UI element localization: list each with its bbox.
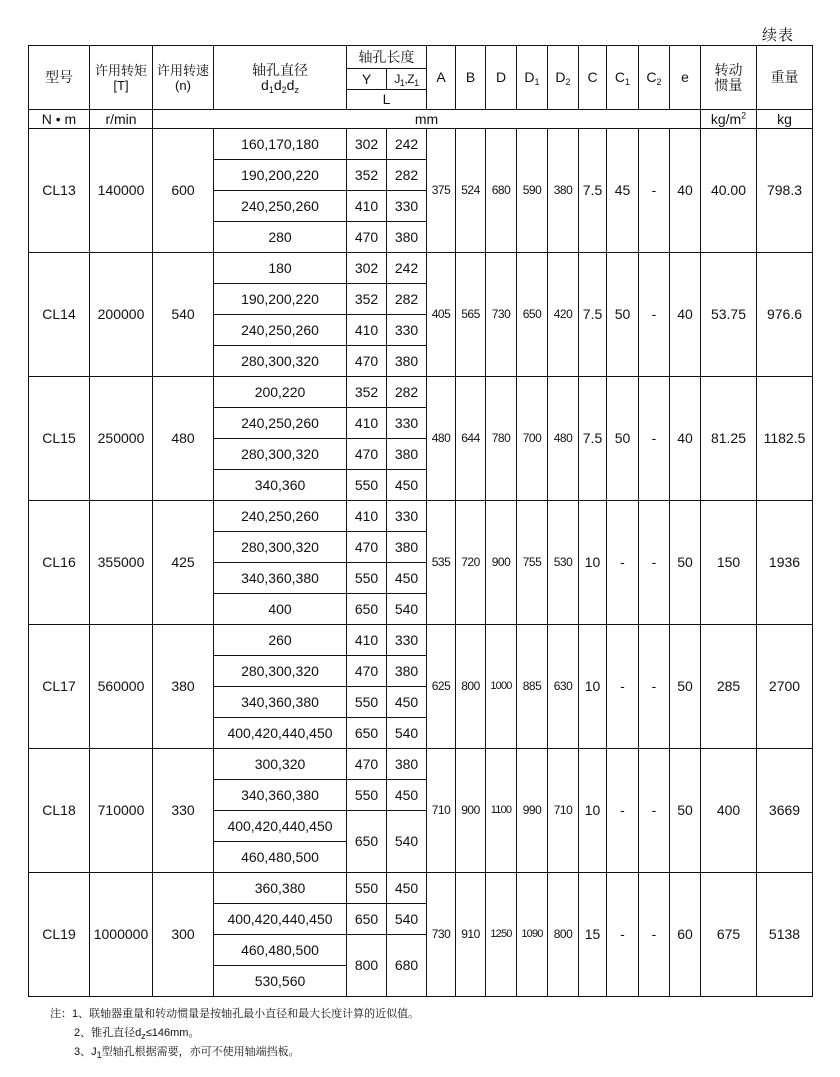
- b-cell: 910: [456, 873, 486, 997]
- bore-cell: 530,560: [214, 966, 347, 997]
- d2-cell: 420: [548, 253, 579, 377]
- j-cell: 242: [387, 129, 427, 160]
- bore-cell: 460,480,500: [214, 935, 347, 966]
- d1-cell: 590: [517, 129, 548, 253]
- inertia-cell: 40.00: [701, 129, 757, 253]
- bore-cell: 340,360: [214, 470, 347, 501]
- inertia-cell: 53.75: [701, 253, 757, 377]
- speed-cell: 380: [153, 625, 214, 749]
- d2-cell: 800: [548, 873, 579, 997]
- y-cell: 800: [347, 935, 387, 997]
- d2-cell: 710: [548, 749, 579, 873]
- bore-cell: 240,250,260: [214, 315, 347, 346]
- a-cell: 710: [427, 749, 456, 873]
- j-cell: 450: [387, 687, 427, 718]
- note-1: 注：1、联轴器重量和转动惯量是按轴孔最小直径和最大长度计算的近似值。: [50, 1008, 420, 1020]
- inertia-cell: 81.25: [701, 377, 757, 501]
- bore-cell: 260: [214, 625, 347, 656]
- header-C1: $C_1$: [607, 46, 639, 110]
- j-cell: 380: [387, 656, 427, 687]
- d-cell: 780: [486, 377, 517, 501]
- y-cell: 650: [347, 718, 387, 749]
- c1-cell: -: [607, 501, 639, 625]
- table-row: [29, 377, 813, 408]
- d1-cell: 1090: [517, 873, 548, 997]
- j-cell: 330: [387, 191, 427, 222]
- c-cell: 10: [579, 749, 607, 873]
- bore-cell: 240,250,260: [214, 408, 347, 439]
- j-cell: 380: [387, 222, 427, 253]
- c2-cell: -: [639, 377, 670, 501]
- j-cell: 330: [387, 408, 427, 439]
- c1-cell: 50: [607, 253, 639, 377]
- b-cell: 800: [456, 625, 486, 749]
- bore-cell: 190,200,220: [214, 284, 347, 315]
- y-cell: 410: [347, 191, 387, 222]
- y-cell: 650: [347, 811, 387, 873]
- c-cell: 10: [579, 501, 607, 625]
- speed-cell: 330: [153, 749, 214, 873]
- y-cell: 470: [347, 439, 387, 470]
- j-cell: 380: [387, 439, 427, 470]
- header-C: C: [579, 46, 607, 110]
- y-cell: 550: [347, 780, 387, 811]
- inertia-cell: 285: [701, 625, 757, 749]
- model-cell: CL19: [29, 873, 90, 997]
- y-cell: 550: [347, 873, 387, 904]
- model-cell: CL14: [29, 253, 90, 377]
- a-cell: 375: [427, 129, 456, 253]
- bore-cell: 280: [214, 222, 347, 253]
- table-row: [29, 873, 813, 904]
- header-e: e: [670, 46, 701, 110]
- j-cell: 380: [387, 749, 427, 780]
- b-cell: 900: [456, 749, 486, 873]
- c2-cell: -: [639, 625, 670, 749]
- bore-cell: 400: [214, 594, 347, 625]
- c1-cell: -: [607, 873, 639, 997]
- c1-cell: 45: [607, 129, 639, 253]
- header-A: A: [427, 46, 456, 110]
- bore-cell: 180: [214, 253, 347, 284]
- bore-cell: 280,300,320: [214, 656, 347, 687]
- e-cell: 40: [670, 253, 701, 377]
- speed-cell: 425: [153, 501, 214, 625]
- model-cell: CL16: [29, 501, 90, 625]
- d-cell: 730: [486, 253, 517, 377]
- header-D1: $D_1$: [517, 46, 548, 110]
- bore-cell: 200,220: [214, 377, 347, 408]
- c1-cell: -: [607, 749, 639, 873]
- j-cell: 242: [387, 253, 427, 284]
- speed-cell: 540: [153, 253, 214, 377]
- j-cell: 282: [387, 284, 427, 315]
- d-cell: 900: [486, 501, 517, 625]
- bore-cell: 400,420,440,450: [214, 904, 347, 935]
- bore-cell: 280,300,320: [214, 439, 347, 470]
- header-bore-length: 轴孔长度: [347, 46, 427, 69]
- d1-cell: 650: [517, 253, 548, 377]
- y-cell: 550: [347, 563, 387, 594]
- inertia-cell: 150: [701, 501, 757, 625]
- e-cell: 60: [670, 873, 701, 997]
- model-cell: CL18: [29, 749, 90, 873]
- y-cell: 470: [347, 656, 387, 687]
- d-cell: 1000: [486, 625, 517, 749]
- c-cell: 7.5: [579, 377, 607, 501]
- e-cell: 50: [670, 625, 701, 749]
- torque-cell: 200000: [90, 253, 153, 377]
- bore-cell: 280,300,320: [214, 346, 347, 377]
- header-weight: 重量: [757, 46, 813, 110]
- d-cell: 1250: [486, 873, 517, 997]
- a-cell: 405: [427, 253, 456, 377]
- c-cell: 10: [579, 625, 607, 749]
- speed-cell: 480: [153, 377, 214, 501]
- y-cell: 550: [347, 470, 387, 501]
- bore-cell: 240,250,260: [214, 501, 347, 532]
- c2-cell: -: [639, 253, 670, 377]
- b-cell: 720: [456, 501, 486, 625]
- y-cell: 470: [347, 346, 387, 377]
- unit-speed: r/min: [90, 110, 153, 129]
- table-row: [29, 129, 813, 160]
- b-cell: 524: [456, 129, 486, 253]
- torque-cell: 355000: [90, 501, 153, 625]
- header-D: D: [486, 46, 517, 110]
- bore-cell: 360,380: [214, 873, 347, 904]
- y-cell: 410: [347, 315, 387, 346]
- y-cell: 352: [347, 160, 387, 191]
- bore-cell: 400,420,440,450: [214, 811, 347, 842]
- table-row: [29, 501, 813, 532]
- bore-cell: 160,170,180: [214, 129, 347, 160]
- weight-cell: 798.3: [757, 129, 813, 253]
- y-cell: 470: [347, 532, 387, 563]
- c1-cell: -: [607, 625, 639, 749]
- a-cell: 730: [427, 873, 456, 997]
- header-speed: 许用转速 (n): [153, 46, 214, 110]
- a-cell: 480: [427, 377, 456, 501]
- unit-mm: mm: [153, 110, 701, 129]
- b-cell: 565: [456, 253, 486, 377]
- y-cell: 650: [347, 904, 387, 935]
- unit-weight: kg: [757, 110, 813, 129]
- bore-cell: 460,480,500: [214, 842, 347, 873]
- e-cell: 40: [670, 377, 701, 501]
- d1-cell: 990: [517, 749, 548, 873]
- torque-cell: 140000: [90, 129, 153, 253]
- table-row: [29, 749, 813, 780]
- j-cell: 380: [387, 532, 427, 563]
- y-cell: 470: [347, 222, 387, 253]
- d2-cell: 630: [548, 625, 579, 749]
- a-cell: 625: [427, 625, 456, 749]
- d2-cell: 380: [548, 129, 579, 253]
- coupling-spec-table: [28, 45, 813, 997]
- j-cell: 282: [387, 377, 427, 408]
- torque-cell: 560000: [90, 625, 153, 749]
- j-cell: 540: [387, 718, 427, 749]
- header-bore-diameter: 轴孔直径 $d_1d_2d_z$: [214, 46, 347, 110]
- c-cell: 7.5: [579, 129, 607, 253]
- j-cell: 450: [387, 470, 427, 501]
- j-cell: 540: [387, 594, 427, 625]
- inertia-cell: 675: [701, 873, 757, 997]
- c2-cell: -: [639, 129, 670, 253]
- header-inertia: 转动 惯量: [701, 46, 757, 110]
- d2-cell: 480: [548, 377, 579, 501]
- c1-cell: 50: [607, 377, 639, 501]
- speed-cell: 300: [153, 873, 214, 997]
- header-torque: 许用转矩 [T]: [90, 46, 153, 110]
- d-cell: 680: [486, 129, 517, 253]
- inertia-cell: 400: [701, 749, 757, 873]
- note-3: 3、$J_1$型轴孔根据需要，亦可不使用轴端挡板。: [74, 1046, 300, 1060]
- j-cell: 450: [387, 563, 427, 594]
- y-cell: 410: [347, 625, 387, 656]
- model-cell: CL17: [29, 625, 90, 749]
- unit-torque: N • m: [29, 110, 90, 129]
- c-cell: 15: [579, 873, 607, 997]
- c2-cell: -: [639, 873, 670, 997]
- y-cell: 470: [347, 749, 387, 780]
- header-D2: $D_2$: [548, 46, 579, 110]
- header-model: 型号: [29, 46, 90, 110]
- y-cell: 302: [347, 253, 387, 284]
- model-cell: CL13: [29, 129, 90, 253]
- header-length-Y: Y: [347, 69, 387, 90]
- j-cell: 330: [387, 501, 427, 532]
- c2-cell: -: [639, 501, 670, 625]
- d1-cell: 885: [517, 625, 548, 749]
- bore-cell: 340,360,380: [214, 780, 347, 811]
- c2-cell: -: [639, 749, 670, 873]
- a-cell: 535: [427, 501, 456, 625]
- weight-cell: 3669: [757, 749, 813, 873]
- y-cell: 550: [347, 687, 387, 718]
- d1-cell: 755: [517, 501, 548, 625]
- j-cell: 330: [387, 625, 427, 656]
- y-cell: 410: [347, 501, 387, 532]
- weight-cell: 5138: [757, 873, 813, 997]
- d2-cell: 530: [548, 501, 579, 625]
- bore-cell: 240,250,260: [214, 191, 347, 222]
- table-row: [29, 625, 813, 656]
- j-cell: 540: [387, 811, 427, 873]
- bore-cell: 340,360,380: [214, 563, 347, 594]
- table-notes: [50, 1005, 419, 1062]
- weight-cell: 1182.5: [757, 377, 813, 501]
- j-cell: 282: [387, 160, 427, 191]
- table-row: [29, 253, 813, 284]
- note-2: 2、锥孔直径$d_z\le 146mm$。: [74, 1027, 200, 1041]
- y-cell: 352: [347, 377, 387, 408]
- j-cell: 330: [387, 315, 427, 346]
- model-cell: CL15: [29, 377, 90, 501]
- weight-cell: 976.6: [757, 253, 813, 377]
- y-cell: 352: [347, 284, 387, 315]
- e-cell: 50: [670, 749, 701, 873]
- speed-cell: 600: [153, 129, 214, 253]
- header-B: B: [456, 46, 486, 110]
- j-cell: 450: [387, 780, 427, 811]
- torque-cell: 1000000: [90, 873, 153, 997]
- unit-inertia: $kg/m^2$: [701, 110, 757, 129]
- bore-cell: 300,320: [214, 749, 347, 780]
- y-cell: 650: [347, 594, 387, 625]
- c-cell: 7.5: [579, 253, 607, 377]
- torque-cell: 710000: [90, 749, 153, 873]
- e-cell: 40: [670, 129, 701, 253]
- j-cell: 540: [387, 904, 427, 935]
- j-cell: 450: [387, 873, 427, 904]
- torque-cell: 250000: [90, 377, 153, 501]
- header-length-L: L: [347, 90, 427, 110]
- j-cell: 380: [387, 346, 427, 377]
- bore-cell: 340,360,380: [214, 687, 347, 718]
- e-cell: 50: [670, 501, 701, 625]
- continued-label: 续表: [761, 27, 794, 44]
- bore-cell: 190,200,220: [214, 160, 347, 191]
- header-C2: $C_2$: [639, 46, 670, 110]
- bore-cell: 400,420,440,450: [214, 718, 347, 749]
- j-cell: 680: [387, 935, 427, 997]
- d1-cell: 700: [517, 377, 548, 501]
- d-cell: 1100: [486, 749, 517, 873]
- weight-cell: 2700: [757, 625, 813, 749]
- weight-cell: 1936: [757, 501, 813, 625]
- header-length-J1Z1: $J_1,Z_1$: [387, 69, 427, 90]
- b-cell: 644: [456, 377, 486, 501]
- y-cell: 302: [347, 129, 387, 160]
- bore-cell: 280,300,320: [214, 532, 347, 563]
- y-cell: 410: [347, 408, 387, 439]
